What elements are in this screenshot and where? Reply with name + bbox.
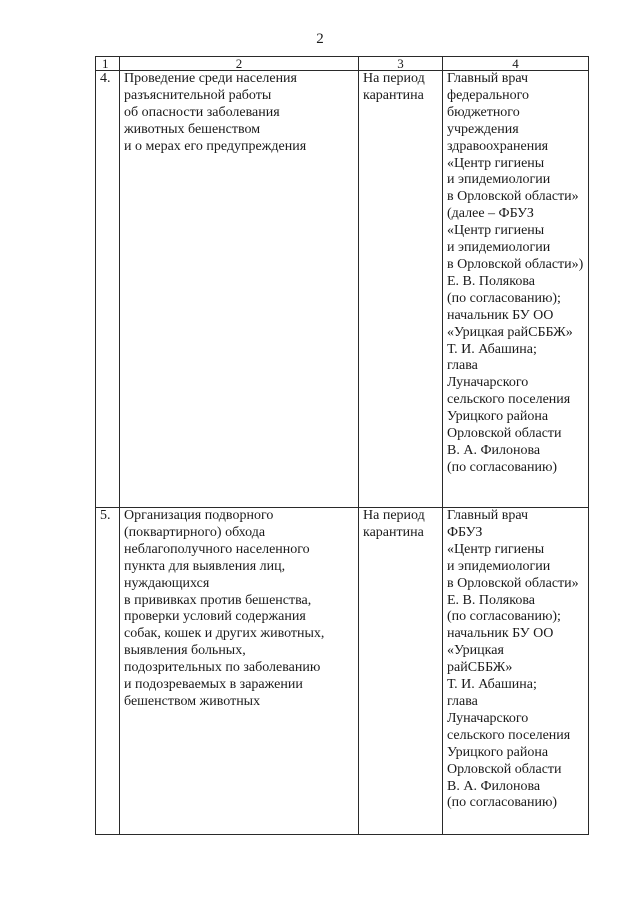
responsible-line: и эпидемиологии: [447, 558, 551, 574]
measure-description-cell: [120, 71, 359, 508]
column-number-1: 1: [96, 57, 120, 71]
description-line: неблагополучного населенного: [124, 541, 310, 557]
responsible-line: сельского поселения: [447, 727, 571, 743]
responsible-line: Луначарского: [447, 375, 529, 391]
responsible-line: сельского поселения: [447, 392, 571, 408]
table-row: [96, 508, 589, 835]
column-number-3: 3: [359, 57, 443, 71]
description-line: проверки условий содержания: [124, 609, 306, 625]
responsible-line: Урицкого района: [447, 409, 549, 425]
description-line: в прививках против бешенства,: [124, 592, 312, 608]
responsible-line: Главный врач: [447, 508, 529, 523]
responsible-line: «Урицкая: [447, 643, 504, 659]
responsible-line: Т. И. Абашина;: [447, 341, 537, 357]
row-number-cell: [96, 71, 120, 508]
responsible-line: Т. И. Абашина;: [447, 677, 537, 693]
responsible-line: В. А. Филонова: [447, 778, 541, 794]
description-line: нуждающихся: [124, 575, 210, 591]
table-row: [96, 71, 589, 508]
description-line: пункта для выявления лиц,: [124, 558, 286, 574]
responsible-line: «Центр гигиены: [447, 155, 545, 171]
description-line: разъяснительной работы: [124, 87, 272, 103]
responsible-line: начальник БУ ОО: [447, 626, 554, 642]
responsible-line: здравоохранения: [447, 138, 549, 154]
responsible-cell: [443, 508, 589, 835]
responsible-line: Луначарского: [447, 710, 529, 726]
period-line: На период: [363, 508, 425, 523]
description-line: и подозреваемых в заражении: [124, 677, 303, 693]
responsible-line: «Урицкая райСББЖ»: [447, 324, 573, 340]
responsible-line: ФБУЗ: [447, 524, 483, 540]
row-number: 5.: [100, 508, 111, 523]
description-line: об опасности заболевания: [124, 104, 280, 120]
responsible-line: В. А. Филонова: [447, 442, 541, 458]
measure-description-cell: [120, 508, 359, 835]
description-line: животных бешенством: [124, 121, 261, 137]
description-line: (поквартирного) обхода: [124, 524, 266, 540]
responsible-line: учреждения: [447, 121, 519, 137]
responsible-line: (по согласованию);: [447, 290, 561, 306]
column-number-2: 2: [120, 57, 359, 71]
responsible-line: (по согласованию): [447, 795, 558, 811]
responsible-line: (далее – ФБУЗ: [447, 206, 534, 222]
description-line: подозрительных по заболеванию: [124, 660, 321, 676]
description-line: собак, кошек и других животных,: [124, 626, 325, 642]
period-cell: [359, 71, 443, 508]
description-line: Организация подворного: [124, 508, 274, 523]
responsible-line: (по согласованию);: [447, 609, 561, 625]
responsible-line: «Центр гигиены: [447, 223, 545, 239]
responsible-line: и эпидемиологии: [447, 172, 551, 188]
responsible-cell: [443, 71, 589, 508]
description-line: Проведение среди населения: [124, 71, 297, 86]
responsible-line: Орловской области: [447, 761, 562, 777]
responsible-line: начальник БУ ОО: [447, 307, 554, 323]
responsible-line: глава: [447, 358, 478, 374]
responsible-line: райСББЖ»: [447, 660, 513, 676]
responsible-line: Е. В. Полякова: [447, 273, 535, 289]
description-line: выявления больных,: [124, 643, 246, 659]
responsible-line: (по согласованию): [447, 459, 558, 475]
period-line: карантина: [363, 87, 424, 103]
responsible-line: Главный врач: [447, 71, 529, 86]
responsible-line: в Орловской области»: [447, 189, 579, 205]
row-number: 4.: [100, 71, 111, 86]
responsible-line: федерального: [447, 87, 530, 103]
description-line: бешенством животных: [124, 693, 261, 709]
responsible-line: Е. В. Полякова: [447, 592, 535, 608]
responsible-line: «Центр гигиены: [447, 541, 545, 557]
responsible-line: Урицкого района: [447, 744, 549, 760]
period-line: На период: [363, 71, 425, 86]
responsible-line: и эпидемиологии: [447, 240, 551, 256]
table-header-row: [96, 57, 589, 71]
responsible-line: в Орловской области»): [447, 256, 584, 272]
responsible-line: в Орловской области»: [447, 575, 579, 591]
column-number-4: 4: [443, 57, 589, 71]
page-number: 2: [316, 31, 324, 47]
measures-table: [95, 56, 589, 835]
responsible-line: бюджетного: [447, 104, 520, 120]
period-cell: [359, 508, 443, 835]
responsible-line: Орловской области: [447, 426, 562, 442]
period-line: карантина: [363, 524, 424, 540]
row-number-cell: [96, 508, 120, 835]
responsible-line: глава: [447, 693, 478, 709]
description-line: и о мерах его предупреждения: [124, 138, 307, 154]
